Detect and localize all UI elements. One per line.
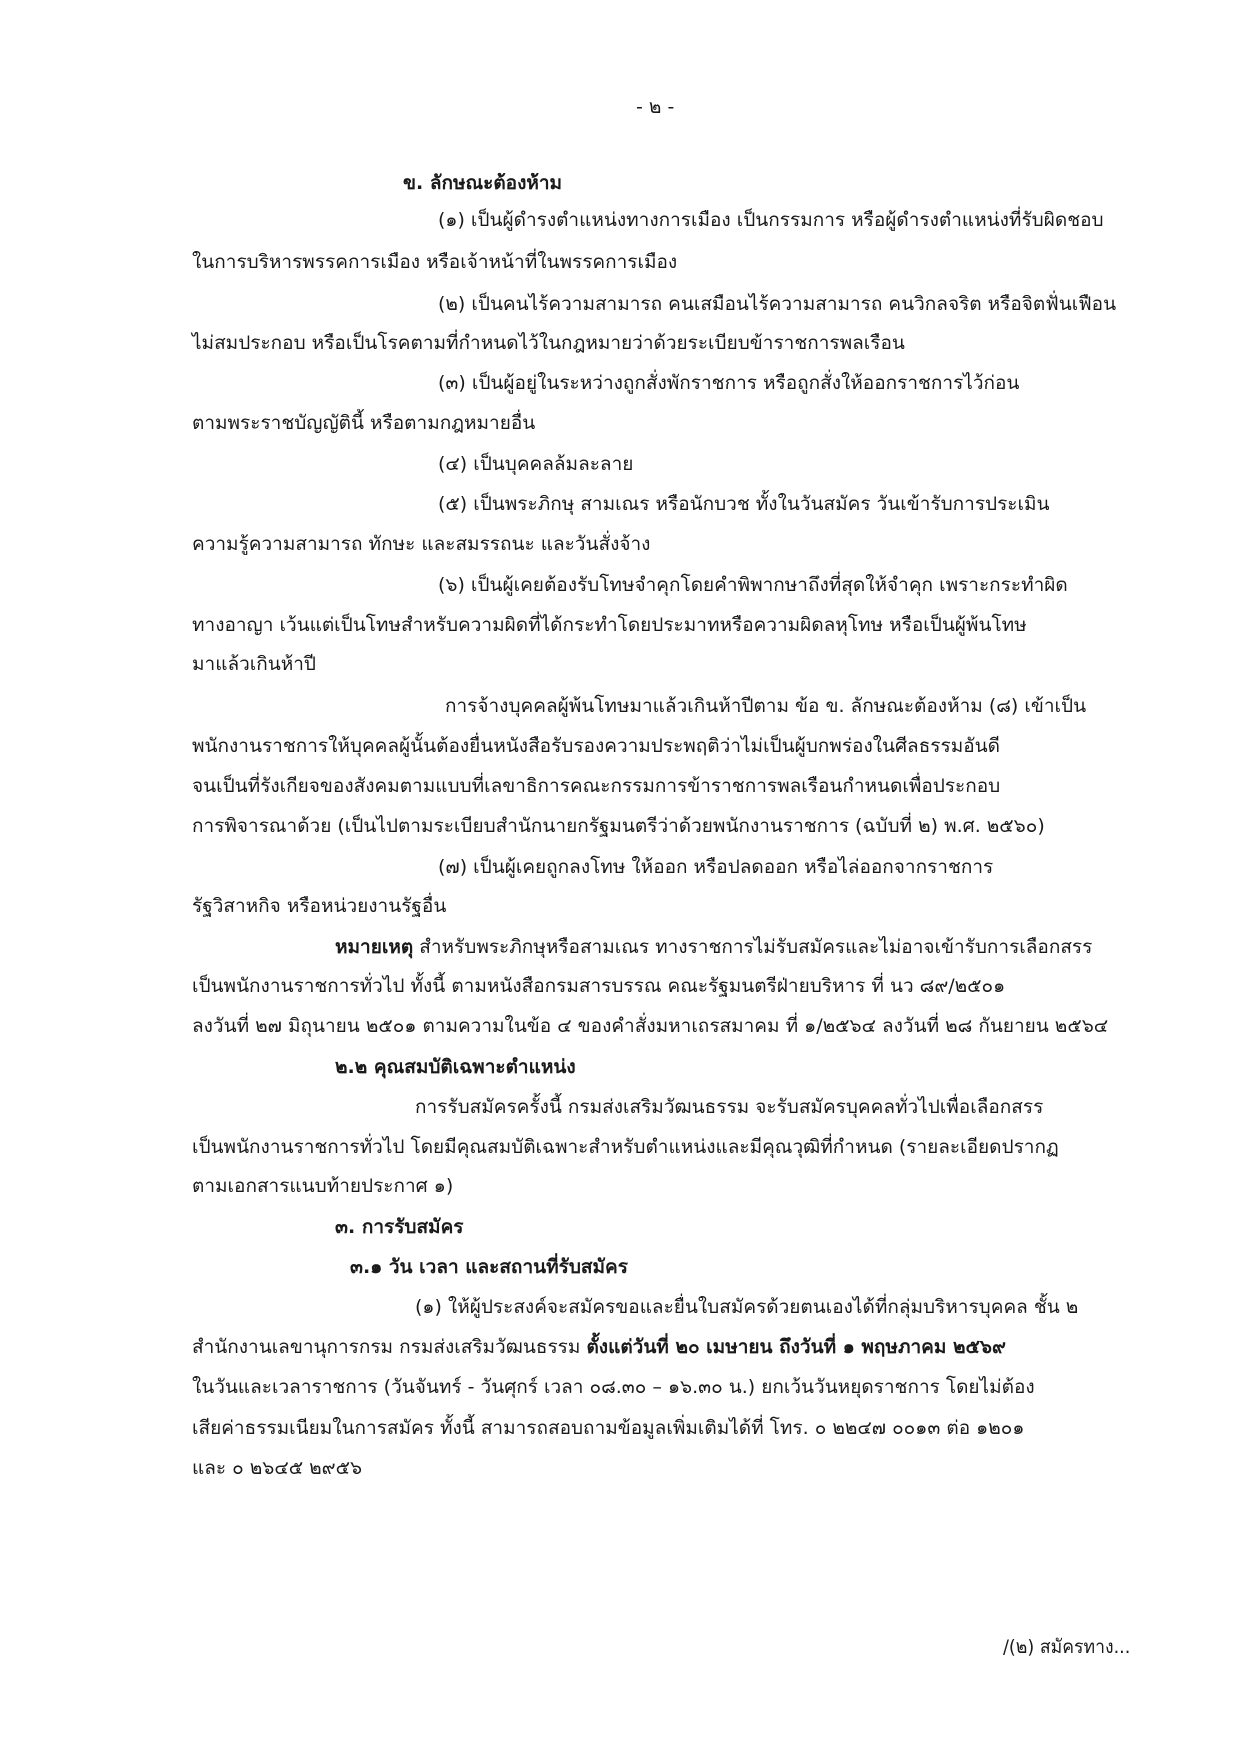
hiring-note-line2: พนักงานราชการให้บุคคลผู้นั้นต้องยื่นหนังสือรับรองความประพฤติว่าไม่เป็นผู้บกพร่องในศีลธรรมอันดี [192,735,1000,757]
application-period: ตั้งแต่วันที่ ๒๐ เมษายน ถึงวันที่ ๑ พฤษภาคม ๒๕๖๙ [586,1336,1006,1358]
section-2-2-line3: ตามเอกสารแนบท้ายประกาศ ๑) [192,1175,454,1197]
section-heading-prohibitions: ข. ลักษณะต้องห้าม [403,172,563,194]
section-3-1-line2 [192,1334,1006,1360]
remark-line2: เป็นพนักงานราชการทั่วไป ทั้งนี้ ตามหนังสือกรมสารบรรณ คณะรัฐมนตรีฝ่ายบริหาร ที่ นว ๘๙/๒๕๐๑ [192,975,1006,997]
hiring-note-line4: การพิจารณาด้วย (เป็นไปตามระเบียบสำนักนายกรัฐมนตรีว่าด้วยพนักงานราชการ (ฉบับที่ ๒) พ.ศ. ๒๕๖๐) [192,815,1045,837]
hiring-note-line3: จนเป็นที่รังเกียจของสังคมตามแบบที่เลขาธิการคณะกรรมการข้าราชการพลเรือนกำหนดเพื่อประกอบ [192,775,1001,797]
prohibition-7-line2: รัฐวิสาหกิจ หรือหน่วยงานรัฐอื่น [192,895,447,917]
remark-line1 [335,934,1092,960]
remark-line3: ลงวันที่ ๒๗ มิถุนายน ๒๕๐๑ ตามความในข้อ ๔ ของคำสั่งมหาเถรสมาคม ที่ ๑/๒๕๖๔ ลงวันที่ ๒๘ กันยายน ๒๕๖๔ [192,1015,1109,1037]
section-2-2-line2: เป็นพนักงานราชการทั่วไป โดยมีคุณสมบัติเฉพาะสำหรับตำแหน่งและมีคุณวุฒิที่กำหนด (รายละเอียดปรากฏ [192,1136,1059,1158]
remark-label: หมายเหตุ [335,936,414,958]
prohibition-7-line1: (๗) เป็นผู้เคยถูกลงโทษ ให้ออก หรือปลดออก หรือไล่ออกจากราชการ [438,856,994,878]
prohibition-4-line1: (๔) เป็นบุคคลล้มละลาย [438,453,634,475]
section-3-heading: ๓. การรับสมัคร [335,1216,464,1238]
section-3-1-line5: และ ๐ ๒๖๔๕ ๒๙๕๖ [192,1457,363,1479]
prohibition-1-line2: ในการบริหารพรรคการเมือง หรือเจ้าหน้าที่ในพรรคการเมือง [192,251,678,273]
continuation-note: /(๒) สมัครทาง... [1003,1636,1131,1658]
prohibition-6-line2: ทางอาญา เว้นแต่เป็นโทษสำหรับความผิดที่ได้กระทำโดยประมาทหรือความผิดลหุโทษ หรือเป็นผู้พ้นโทษ [192,614,1027,636]
page-number: - ๒ - [636,96,675,118]
section-3-1-line1: (๑) ให้ผู้ประสงค์จะสมัครขอและยื่นใบสมัครด้วยตนเองได้ที่กลุ่มบริหารบุคคล ชั้น ๒ [415,1296,1079,1318]
prohibition-3-line1: (๓) เป็นผู้อยู่ในระหว่างถูกสั่งพักราชการ หรือถูกสั่งให้ออกราชการไว้ก่อน [438,372,1020,394]
prohibition-1-line1: (๑) เป็นผู้ดำรงตำแหน่งทางการเมือง เป็นกรรมการ หรือผู้ดำรงตำแหน่งที่รับผิดชอบ [438,209,1104,231]
prohibition-6-line1: (๖) เป็นผู้เคยต้องรับโทษจำคุกโดยคำพิพากษาถึงที่สุดให้จำคุก เพราะกระทำผิด [438,574,1068,596]
prohibition-5-line2: ความรู้ความสามารถ ทักษะ และสมรรถนะ และวันสั่งจ้าง [192,533,651,555]
prohibition-6-line3: มาแล้วเกินห้าปี [192,653,316,675]
prohibition-5-line1: (๕) เป็นพระภิกษุ สามเณร หรือนักบวช ทั้งในวันสมัคร วันเข้ารับการประเมิน [438,493,1050,515]
remark-line1-text: สำหรับพระภิกษุหรือสามเณร ทางราชการไม่รับสมัครและไม่อาจเข้ารับการเลือกสรร [419,936,1093,958]
prohibition-2-line2: ไม่สมประกอบ หรือเป็นโรคตามที่กำหนดไว้ในกฎหมายว่าด้วยระเบียบข้าราชการพลเรือน [192,332,905,354]
section-3-1-line3: ในวันและเวลาราชการ (วันจันทร์ - วันศุกร์ เวลา ๐๘.๓๐ – ๑๖.๓๐ น.) ยกเว้นวันหยุดราชการ โดยไม่ต้อง [192,1376,1035,1398]
section-3-1-line2-text: สำนักงานเลขานุการกรม กรมส่งเสริมวัฒนธรรม [192,1336,587,1358]
section-3-1-heading: ๓.๑ วัน เวลา และสถานที่รับสมัคร [350,1256,628,1278]
section-3-1-line4: เสียค่าธรรมเนียมในการสมัคร ทั้งนี้ สามารถสอบถามข้อมูลเพิ่มเติมได้ที่ โทร. ๐ ๒๒๔๗ ๐๐๑๓ ต่อ ๑๒๐๑ [192,1417,1025,1439]
prohibition-3-line2: ตามพระราชบัญญัตินี้ หรือตามกฎหมายอื่น [192,412,536,434]
section-2-2-heading: ๒.๒ คุณสมบัติเฉพาะตำแหน่ง [335,1056,576,1078]
hiring-note-line1: การจ้างบุคคลผู้พ้นโทษมาแล้วเกินห้าปีตาม ข้อ ข. ลักษณะต้องห้าม (๘) เข้าเป็น [445,695,1087,717]
prohibition-2-line1: (๒) เป็นคนไร้ความสามารถ คนเสมือนไร้ความสามารถ คนวิกลจริต หรือจิตฟั่นเฟือน [438,293,1117,315]
section-2-2-line1: การรับสมัครครั้งนี้ กรมส่งเสริมวัฒนธรรม จะรับสมัครบุคคลทั่วไปเพื่อเลือกสรร [415,1096,1044,1118]
